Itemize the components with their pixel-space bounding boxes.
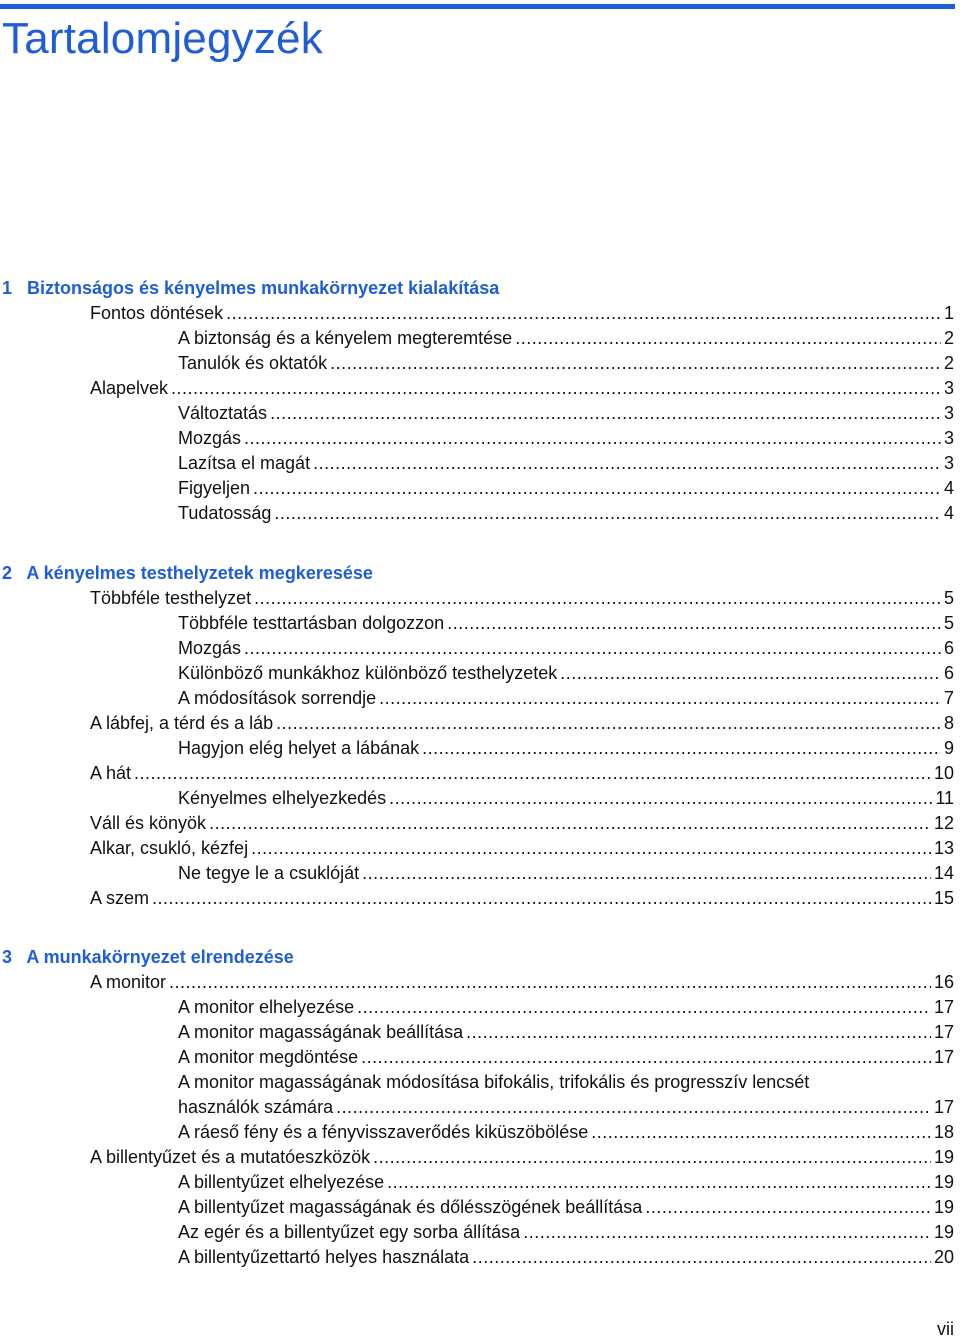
chapter-1 (2, 276, 954, 526)
entry-page-number: 3 (943, 403, 954, 423)
dot-leader (244, 426, 941, 451)
entry-page-number: 5 (943, 588, 954, 608)
entry-label: Váll és könyök (90, 813, 207, 833)
toc-entry[interactable] (2, 686, 954, 711)
entry-list (2, 586, 954, 911)
toc-entry[interactable] (2, 301, 954, 326)
dot-leader (591, 1120, 931, 1145)
toc-entry[interactable] (2, 1145, 954, 1170)
dot-leader (171, 376, 941, 401)
dot-leader (253, 476, 941, 501)
entry-page-number: 7 (943, 688, 954, 708)
dot-leader (134, 761, 931, 786)
entry-page-number: 20 (933, 1247, 954, 1267)
dot-leader (515, 326, 941, 351)
entry-page-number: 3 (943, 378, 954, 398)
entry-label: A monitor megdöntése (178, 1047, 359, 1067)
page-title: Tartalomjegyzék (2, 14, 323, 63)
entry-label: A billentyűzet elhelyezése (178, 1172, 385, 1192)
toc-entry[interactable] (2, 1220, 954, 1245)
entry-page-number: 5 (943, 613, 954, 633)
entry-page-number: 19 (933, 1147, 954, 1167)
entry-page-number: 19 (933, 1197, 954, 1217)
entry-label: Tudatosság (178, 503, 272, 523)
dot-leader (330, 351, 941, 376)
dot-leader (251, 836, 931, 861)
dot-leader (209, 811, 931, 836)
entry-page-number: 2 (943, 328, 954, 348)
dot-leader (270, 401, 941, 426)
entry-page-number: 10 (933, 763, 954, 783)
entry-page-number: 13 (933, 838, 954, 858)
toc-entry[interactable] (2, 661, 954, 686)
entry-list (2, 970, 954, 1270)
entry-label: Mozgás (178, 638, 242, 658)
dot-leader (362, 861, 931, 886)
entry-label: A biztonság és a kényelem megteremtése (178, 328, 513, 348)
dot-leader (645, 1195, 931, 1220)
dot-leader (373, 1145, 931, 1170)
chapter-heading[interactable] (2, 945, 954, 970)
dot-leader (169, 970, 931, 995)
entry-label: Ne tegye le a csuklóját (178, 863, 360, 883)
toc-entry[interactable] (2, 1070, 954, 1120)
chapter-2 (2, 561, 954, 911)
entry-label-continued: használók számára (178, 1097, 334, 1117)
dot-leader (357, 995, 931, 1020)
toc-entry[interactable] (2, 861, 954, 886)
entry-label: Az egér és a billentyűzet egy sorba állítása (178, 1222, 521, 1242)
toc-entry[interactable] (2, 636, 954, 661)
toc-entry[interactable] (2, 1170, 954, 1195)
entry-page-number: 2 (943, 353, 954, 373)
header-rule (0, 4, 955, 9)
page-number: vii (937, 1319, 954, 1339)
chapter-title: Biztonságos és kényelmes munkakörnyezet kialakítása (27, 278, 500, 298)
chapter-title: A kényelmes testhelyzetek megkeresése (26, 563, 373, 583)
toc-entry[interactable] (2, 1245, 954, 1270)
entry-page-number: 14 (933, 863, 954, 883)
dot-leader (472, 1245, 931, 1270)
entry-label: A módosítások sorrendje (178, 688, 377, 708)
toc-entry[interactable] (2, 426, 954, 451)
dot-leader (447, 611, 941, 636)
entry-label: Változtatás (178, 403, 268, 423)
entry-page-number: 17 (933, 1047, 954, 1067)
entry-label: Alkar, csukló, kézfej (90, 838, 249, 858)
entry-page-number: 4 (943, 478, 954, 498)
toc-entry[interactable] (2, 611, 954, 636)
dot-leader (466, 1020, 931, 1045)
entry-page-number: 6 (943, 638, 954, 658)
toc-entry[interactable] (2, 401, 954, 426)
entry-label: Többféle testhelyzet (90, 588, 252, 608)
entry-label: A billentyűzet magasságának és dőlésszögének beállítása (178, 1197, 643, 1217)
chapter-3 (2, 945, 954, 1270)
entry-page-number: 19 (933, 1172, 954, 1192)
chapter-number: 3 (2, 947, 13, 967)
dot-leader (361, 1045, 931, 1070)
toc-entry[interactable] (2, 476, 954, 501)
toc-entry[interactable] (2, 1195, 954, 1220)
entry-page-number: 3 (943, 428, 954, 448)
toc-entry[interactable] (2, 995, 954, 1020)
toc-entry[interactable] (2, 836, 954, 861)
entry-page-number: 9 (943, 738, 954, 758)
dot-leader (226, 301, 941, 326)
entry-page-number: 18 (933, 1122, 954, 1142)
entry-page-number: 6 (943, 663, 954, 683)
entry-page-number: 12 (933, 813, 954, 833)
toc-entry[interactable] (2, 761, 954, 786)
entry-label: Különböző munkákhoz különböző testhelyzetek (178, 663, 558, 683)
entry-label: Fontos döntések (90, 303, 224, 323)
entry-page-number: 17 (933, 997, 954, 1017)
dot-leader (313, 451, 941, 476)
dot-leader (523, 1220, 931, 1245)
toc-entry[interactable] (2, 1120, 954, 1145)
entry-label: A szem (90, 888, 150, 908)
entry-page-number: 15 (933, 888, 954, 908)
entry-label: A ráeső fény és a fényvisszaverődés kiküszöbölése (178, 1122, 589, 1142)
entry-page-number: 17 (933, 1022, 954, 1042)
chapter-number: 1 (2, 278, 13, 298)
dot-leader (422, 736, 941, 761)
toc-entry[interactable] (2, 451, 954, 476)
entry-label: Kényelmes elhelyezkedés (178, 788, 387, 808)
entry-label: Hagyjon elég helyet a lábának (178, 738, 420, 758)
entry-page-number: 8 (943, 713, 954, 733)
dot-leader (274, 501, 941, 526)
dot-leader (254, 586, 941, 611)
entry-label: A monitor elhelyezése (178, 997, 355, 1017)
entry-label: A hát (90, 763, 132, 783)
entry-page-number: 17 (933, 1097, 954, 1117)
entry-label: Többféle testtartásban dolgozzon (178, 613, 445, 633)
entry-page-number: 1 (943, 303, 954, 323)
toc-entry[interactable] (2, 711, 954, 736)
chapter-title: A munkakörnyezet elrendezése (26, 947, 294, 967)
entry-page-number: 3 (943, 453, 954, 473)
chapter-heading[interactable] (2, 276, 954, 301)
toc-entry[interactable] (2, 970, 954, 995)
entry-label: A billentyűzettartó helyes használata (178, 1247, 470, 1267)
entry-label: A monitor magasságának módosítása bifokális, trifokális és progresszív lencsét (178, 1072, 810, 1092)
entry-label: A monitor (90, 972, 167, 992)
entry-label: A lábfej, a térd és a láb (90, 713, 274, 733)
toc-entry[interactable] (2, 1045, 954, 1070)
toc-entry[interactable] (2, 326, 954, 351)
entry-label: Tanulók és oktatók (178, 353, 328, 373)
dot-leader (152, 886, 931, 911)
toc-entry[interactable] (2, 586, 954, 611)
entry-label: A billentyűzet és a mutatóeszközök (90, 1147, 371, 1167)
toc-entry[interactable] (2, 786, 954, 811)
toc-entry[interactable] (2, 1020, 954, 1045)
entry-label: A monitor magasságának beállítása (178, 1022, 464, 1042)
toc-entry[interactable] (2, 736, 954, 761)
entry-label: Mozgás (178, 428, 242, 448)
dot-leader (336, 1095, 931, 1120)
dot-leader (244, 636, 941, 661)
entry-label: Alapelvek (90, 378, 169, 398)
entry-page-number: 16 (933, 972, 954, 992)
dot-leader (560, 661, 941, 686)
chapter-number: 2 (2, 563, 13, 583)
entry-list (2, 301, 954, 526)
entry-page-number: 4 (943, 503, 954, 523)
toc-entry[interactable] (2, 351, 954, 376)
chapter-heading[interactable] (2, 561, 954, 586)
dot-leader (389, 786, 932, 811)
entry-line (178, 1095, 954, 1120)
toc-entry[interactable] (2, 376, 954, 401)
dot-leader (276, 711, 941, 736)
entry-page-number: 11 (935, 788, 954, 808)
toc-entry[interactable] (2, 501, 954, 526)
toc-entry[interactable] (2, 811, 954, 836)
entry-label: Figyeljen (178, 478, 251, 498)
dot-leader (387, 1170, 931, 1195)
entry-label: Lazítsa el magát (178, 453, 311, 473)
entry-page-number: 19 (933, 1222, 954, 1242)
dot-leader (379, 686, 941, 711)
toc-entry[interactable] (2, 886, 954, 911)
